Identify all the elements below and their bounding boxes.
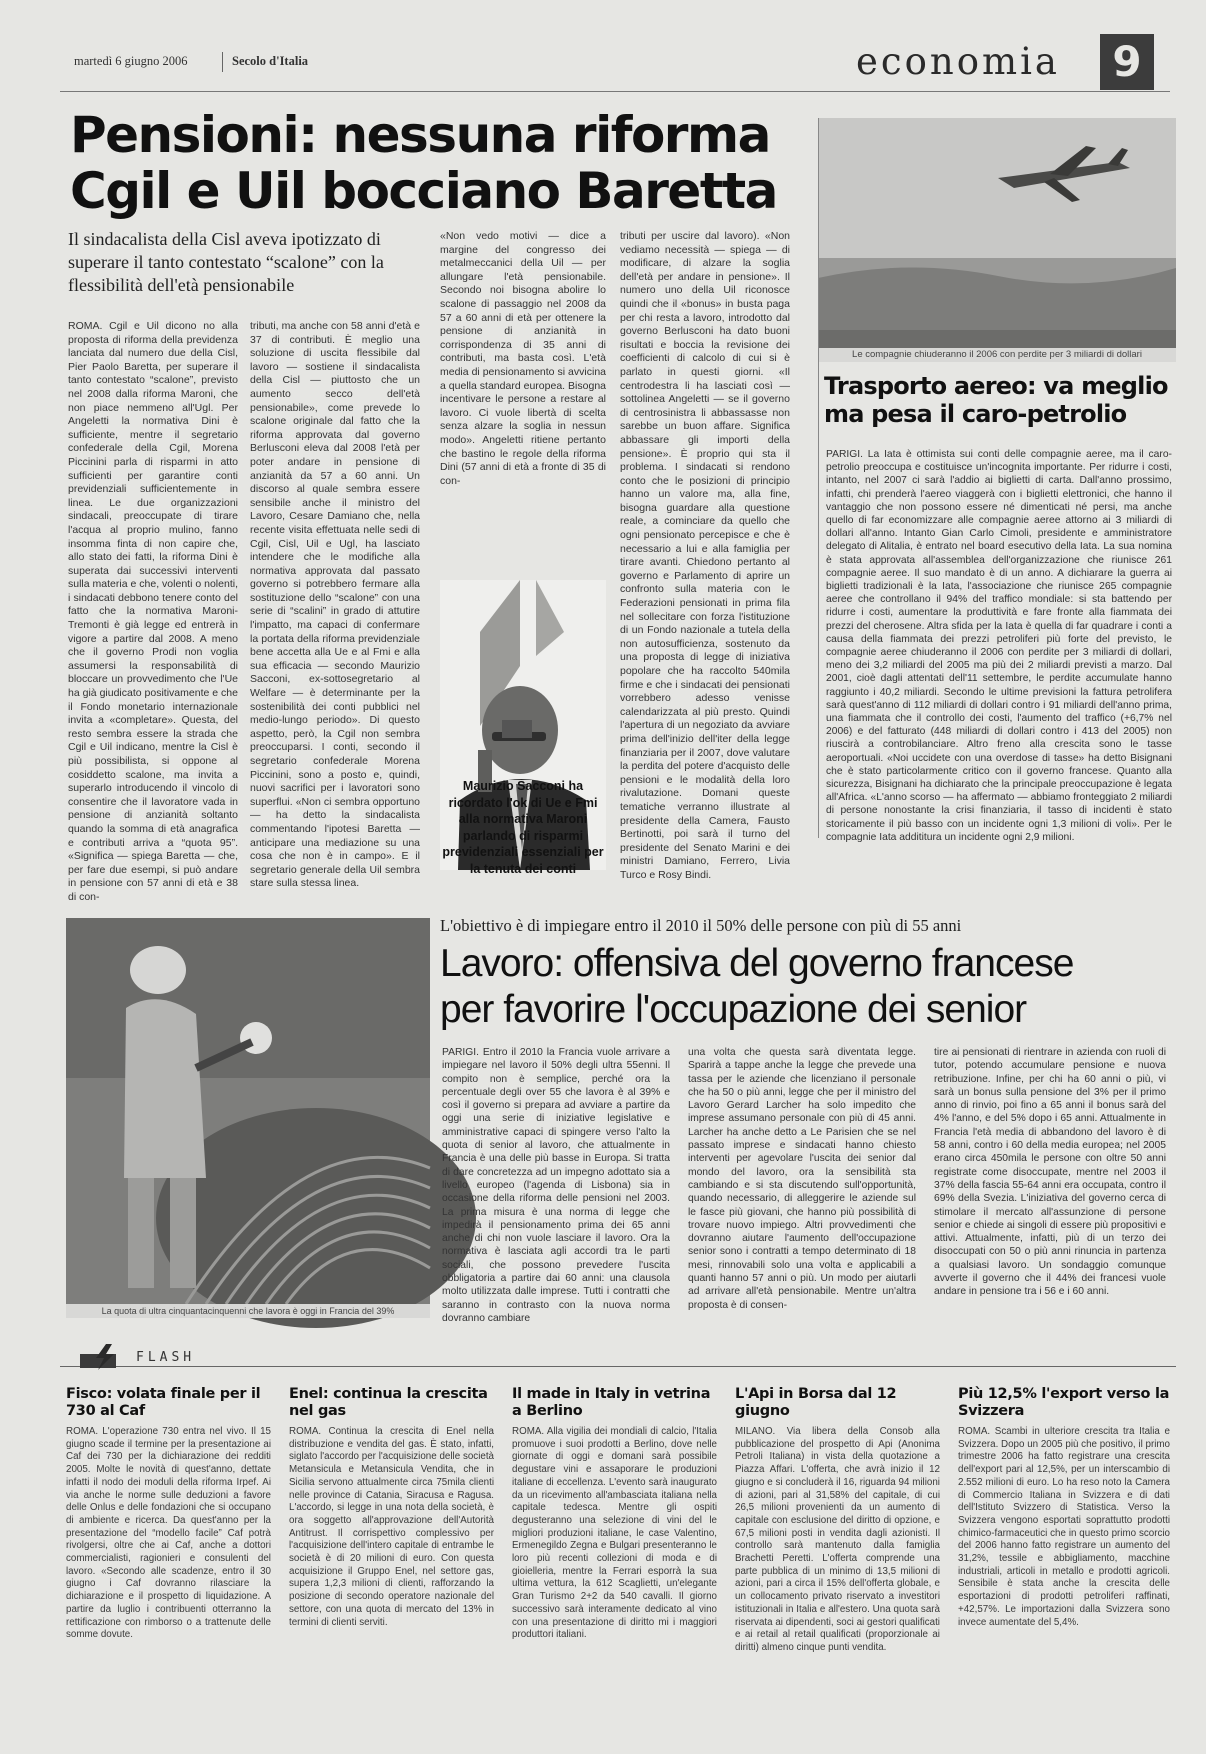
aereo-border (818, 118, 819, 838)
pensioni-col-2: tributi, ma anche con 58 anni d'età e 37 di contributi. È meglio una soluzione di uscita flessibile dal lavoro — sostiene il sindacalista della Cisl — piuttosto che un aumento secco dell'età pensionabile», come prevede lo scalone originale dal fatto che la riforma approvata dal governo Berlusconi eleva dal 2008 l'età per poter andare in pensione di anzianità da 57 a 60 anni. Un discorso al quale sembra essere sensibile anche il ministro del Lavoro, Cesare Damiano che, nella recente visita effettuata nelle sedi di Cgil, Cisl, Uil e Ugl, ha lasciato intendere che le modifiche alla normativa approvata dal passato governo si potrebbero fermare alla sostituzione dello “scalone” con una serie di “scalini” in grado di attutire l'impatto, ma capaci di confermare la portata della riforma previdenziale bene accetta alla Ue e al Fmi e alla sua efficacia — secondo Maurizio Sacconi, ex-sottosegretario al Welfare — è determinante per la sostenibilità dei conti pubblici nel medio-lungo periodo». Di questo aspetto, però, la Cgil non sembra preoccuparsi. I conti, secondo il segretario confederale Morena Piccinini, sono a posto e, quindi, nuovi sacrifici per i lavoratori sono superflui. «Non ci sembra opportuno — ha detto la sindacalista commentando l'ipotesi Baretta — anticipare una mediazione su una cosa che non è in campo». E il segretario generale della Uil sembra stare sulla stessa linea. (250, 320, 420, 890)
flash-item-body: MILANO. Via libera della Consob alla pubblicazione del prospetto di Api (Anonima Petroli Italiana) in vista della quotazione a Piazza Affari. L'offerta, che avrà inizio il 12 giugno e si concluderà il 16, riguarda 94 milioni di azioni, pari al 31,58% del capitale, di cui 26,5 milioni provenienti da un aumento di capitale con esclusione del diritto di opzione, e 67,5 milioni posti in vendita dagli azionisti. Il controllo sarà mantenuto dalla famiglia Brachetti Peretti. L'offerta comprende una parte pubblica di un minimo di 13,5 milioni di azioni, pari a circa il 15% dell'offerta globale, e un collocamento privato riservato a investitori istituzionali in Italia e all'estero. Una quota sarà riservata ai dipendenti, soci ai gestori qualificati e ai retail al retail qualificati (proporzionale ai diritti) almeno cinque punti vendita. (735, 1426, 940, 1653)
pensioni-col-1: ROMA. Cgil e Uil dicono no alla proposta di riforma della previdenza lanciata dal numero due della Cisl, Pier Paolo Baretta, per superare il tanto contestato “scalone”, previsto nel 2008 dalla riforma Maroni, che non piace nemmeno all'Ugl. Per Angeletti la normativa Dini è sufficiente, mentre il segretario confederale della Cgil, Morena Piccinini parla di risparmi in atto sufficienti per garantire conti previdenziali sufficientemente in linea. Le due organizzazioni sindacali, preoccupate di tirare l'acqua al proprio mulino, fanno insomma finta di non capire che, allo stato dei fatti, la riforma Dini è superata dai successivi interventi sulla materia e che, volenti o nolenti, i sindacati debbono tenere conto del fatto che la normativa Maroni-Tremonti è già legge ed entrerà in vigore a partire dal 2008. A meno che il governo Prodi non voglia assumersi la responsabilità di bloccare un provvedimento che l'Ue ha già giudicato positivamente e che il Fondo monetario internazionale invita a «completare». Questa, del resto sembra essere la strada che Cgil e Uil indicano, mentre la Cisl è più possibilista, si oppone al cosiddetto scalone, ma invita a superarlo introducendo il vincolo di consentire che il lavoratore vada in pensione di anzianità soltanto quando la somma di età anagrafica e contributi arriva a “quota 95”. «Significa — spiega Baretta — che, per fare due esempi, si può andare in pensione con 57 anni di età e 38 di con- (68, 320, 238, 903)
pensioni-col-3: «Non vedo motivi — dice a margine del congresso dei metalmeccanici della Uil — per allungare l'età pensionabile. Secondo noi bisogna abolire lo scalone di passaggio nel 2008 da 57 a 60 anni di età per ottenere la pensione di anzianità in corrispondenza di 35 anni di contributi, ma basta così. L'età media di pensionamento si avvicina a quella standard europea. Bisogna incentivare le persone a restare al lavoro. Ci vuole libertà di scelta senza alzare la soglia in nessun modo». Angeletti ritiene pertanto che bastino le regole della riforma Dini (57 anni di età a fronte di 35 di con- (440, 230, 606, 487)
flash-section (60, 1340, 1176, 1740)
sacconi-photo-caption: Maurizio Sacconi ha ricordato l'ok di Ue e Fmi alla normativa Maroni parlando di risparmi previdenziali essenziali per la tenuta dei conti (442, 779, 604, 876)
page-number (1100, 34, 1154, 90)
header-divider (222, 52, 223, 72)
section-title: economia (856, 40, 1060, 83)
header-date: martedì 6 giugno 2006 (74, 54, 188, 68)
flash-item-body: ROMA. Alla vigilia dei mondiali di calcio, l'Italia promuove i suoi prodotti a Berlino, dove nelle giornate di oggi e domani sarà possibile degustare vini e assaporare le produzioni italiane di eccellenza. L'evento sarà inaugurato da un ricevimento all'ambasciata italiana nella capitale tedesca. Mentre gli ospiti degusteranno una selezione di vini del le migliori produzioni italiane, le case Valentino, Ermenegildo Zegna e Bulgari presenteranno le loro più recenti collezioni di moda e di gioielleria, mentre la Ferrari esporrà la sua ultima vettura, la 612 Scaglietti, un'elegante Gran Turismo 2+2 da 540 cavalli. Il giorno successivo sarà interamente dedicato al vino con una presentazione di diritto mi i maggiori produttori italiani. (512, 1426, 717, 1641)
flash-lightning-icon (80, 1344, 128, 1370)
flash-logo (80, 1344, 196, 1370)
lavoro-headline-2: per favorire l'occupazione dei senior (440, 988, 1027, 1031)
lavoro-col-2: una volta che questa sarà diventata legge. Sparirà a tappe anche la legge che prevede una tassa per le aziende che licenziano il personale che ha 50 o più anni, legge che per il ministro del Lavoro Gerard Larcher ha solo impedito che imprese assumano personale con più di 45 anni. Larcher ha anche detto a Le Parisien che se nel passato imprese e sindacati hanno chiesto interventi per agevolare l'uscita dei senior dal mondo del lavoro, ora la sensibilità sta cambiando e si sta discutendo sull'opportunità, quando necessario, di alleggerire le aziende sul le fasce più giovani, che hanno più possibilità di trovare nuovo impiego. Altri provvedimenti che dovranno aiutare l'aumento dell'occupazione senior sono i contratti a tempo determinato di 18 mesi, rinnovabili solo una volta e applicabili a quanti hanno 57 anni o più. Un modo per aiutarli ad arrivare all'età pensionabile. Mentre un'altra proposta è di consen- (688, 1047, 916, 1311)
flash-label: FLASH (136, 1350, 196, 1365)
flash-item-body: ROMA. Scambi in ulteriore crescita tra Italia e Svizzera. Dopo un 2005 più che positivo, il primo trimestre 2006 ha fatto registrare una crescita dell'export pari al 12,5%, per un interscambio di 2.552 milioni di euro. Lo ha reso noto la Camera di Commercio Italiana in Svizzera e di dati dell'Istituto Svizzero di Statistica. Verso la Svizzera vengono esportati soprattutto prodotti chimico-farmaceutici che in questo primo scorcio del 2006 hanno fatto registrare un aumento del 31,2%, tessile e abbigliamento, macchine industriali, articoli in metallo e prodotti agricoli. Sensibile è stata anche la crescita delle esportazioni di prodotti petroliferi raffinati, +42,57%. Le importazioni dalla Svizzera sono invece aumentate del 5,4%. (958, 1426, 1170, 1628)
aereo-headline: Trasporto aereo: va meglio ma pesa il caro-petrolio (824, 372, 1168, 428)
lavoro-col-1: PARIGI. Entro il 2010 la Francia vuole arrivare a impiegare nel lavoro il 50% degli ultra 55enni. Il compito non è semplice, perché ora la percentuale degli over 55 che lavora è al 39% e così il governo si prepara ad avviare a partire da oggi una serie di iniziative legislative e amministrative capaci di spingere verso l'alto la quota di senior al lavoro, che attualmente in Francia è una delle più basse in Europa. Si tratta di dare concretezza ad un impegno adottato sia a livello europeo (l'agenda di Lisbona) sia in occasione della riforma delle pensioni nel 2003. La prima misura è una norma di legge che impedirà il pensionamento prima dei 65 anni anche di chi non vuole lasciare il lavoro. Ora la normativa è lasciata agli accordi tra le parti sociali, che possono prevedere l'uscita obbligatoria a partire dai 60 anni: una clausola molto utilizzata dalle imprese. Tutti i contratti che saranno in contrasto con la nuova norma dovranno cambiare (442, 1047, 670, 1324)
airplane-photo-caption: Le compagnie chiuderanno il 2006 con perdite per 3 miliardi di dollari (818, 348, 1176, 362)
flash-rule (60, 1366, 1176, 1367)
worker-photo (66, 918, 430, 1304)
lavoro-kicker: L'obiettivo è di impiegare entro il 2010 il 50% delle persone con più di 55 anni (440, 916, 962, 935)
flash-item-title: L'Api in Borsa dal 12 giugno (735, 1386, 897, 1419)
airplane-image (818, 118, 1176, 348)
page-number-text: 9 (1112, 37, 1142, 86)
flash-item (512, 1386, 717, 1736)
pensioni-col-4: tributi per uscire dal lavoro). «Non vediamo necessità — spiega — di modificare, di alzare la soglia dell'età per andare in pensione». Il numero uno della Uil riconosce quindi che il «bonus» in busta paga per chi resta a lavoro, introdotto dal governo Berlusconi ha dato buoni risultati e boccia la revisione dei coefficienti di calcolo di cui si è parlato in questi giorni. «Il centrodestra li ha lasciati così — sottolinea Angeletti — se il governo di centrosinistra li abbassasse non sarebbe un buon affare. Significa abbassare gli importi della pensione». È proprio qui sta il problema. I sindacati si rendono conto che le posizioni di principio hanno un valore ma, alla fine, bisogna guardare alla questione reale, a cominciare da quello che ogni pensionato percepisce e che è necessario a lui e alla famiglia per tirare avanti. Chiedono pertanto al governo e Parlamento di aprire un confronto sulla materia con le Federazioni pensionati in prima fila nel sollecitare con forza l'istituzione di un Fondo nazionale a tutela della non autosufficienza, sostenuto da una proposta di legge di iniziativa popolare che ha raccolto 540mila firme e che i sindacati dei pensionati vorrebbero adesso venisse calendarizzata al più presto. Quindi l'apertura di un negoziato da avviare prima dell'inizio dell'iter della legge finanziaria per il 2007, dove valutare la perdita del potere d'acquisto delle pensioni e le modalità della loro rivalutazione. Domani queste tematiche verranno illustrate al presidente della Camera, Fausto Bertinotti, poi sarà il turno del presidente del Senato Marini e dei ministri Damiano, Ferrero, Livia Turco e Rosy Bindi. (620, 230, 790, 881)
worker-photo-caption: La quota di ultra cinquantacinquenni che lavora è oggi in Francia del 39% (66, 1304, 430, 1318)
flash-item-title: Fisco: volata finale per il 730 al Caf (66, 1386, 261, 1419)
airplane-photo (818, 118, 1176, 348)
header-paper-name: Secolo d'Italia (232, 54, 309, 68)
lavoro-headline-1: Lavoro: offensiva del governo francese (440, 942, 1074, 985)
flash-item-body: ROMA. Continua la crescita di Enel nella distribuzione e vendita del gas. È stato, infatti, siglato l'accordo per l'acquisizione delle società Metansicula e Metansicula Vendita, che in Sicilia servono attualmente circa 75mila clienti nelle province di Catania, Siracusa e Ragusa. L'accordo, si legge in una nota della società, è ora soggetto all'approvazione dell'Autorità Antitrust. Il corrispettivo complessivo per l'acquisizione dell'intero capitale di entrambe le società è di 20 milioni di euro. Con questa acquisizione il Gruppo Enel, nel settore gas, supera 1,2,3 milioni di clienti, rafforzando la posizione di secondo operatore nazionale del settore, con una quota di mercato del 13% in termini di clienti serviti. (289, 1426, 494, 1628)
pensioni-headline-2: Cgil e Uil bocciano Baretta (70, 162, 777, 220)
flash-item-body: ROMA. L'operazione 730 entra nel vivo. Il 15 giugno scade il termine per la presentazione ai Caf dei 730 per la dichiarazione dei redditi 2005. Molte le novità di quest'anno, dettate infatti il nodo dei moduli della riforma Irpef. Ai via anche le norme sulle deduzioni a favore delle Onlus e delle fondazioni che si occupano di ambiente e ricerca. Da quest'anno per la presentazione del “modello facile” Caf potrà rivolgersi, oltre che ai Caf, anche a dottori commercialisti, ragionieri e consulenti del lavoro. «Secondo alle scadenze, entro il 30 giugno i Caf dovranno rilasciare la dichiarazione e il prospetto di liquidazione. A partire da luglio i contribuenti otterranno la rettificazione con rimborso o a trattenute delle somme dovute. (66, 1426, 271, 1641)
pensioni-summary: Il sindacalista della Cisl aveva ipotizzato di superare il tanto contestato “scalone” con la flessibilità dell'età pensionabile (68, 229, 384, 295)
pensioni-article (60, 100, 810, 903)
aereo-body: PARIGI. La Iata è ottimista sui conti delle compagnie aeree, ma il caro-petrolio preoccupa e costituisce un'incognita importante. Per ridurre i costi, intanto, nel 2007 ci sarà l'addio ai biglietti di carta. Dall'anno prossimo, infatti, chi prenderà l'aereo viaggerà con i biglietti elettronici, che hanno il vantaggio che non possono essere né dimenticati né persi, ma anche quello di far economizzare alle compagnie aeree attorno ai 3 miliardi di dollari all'anno. Intanto Gian Carlo Cimoli, presidente e amministratore delegato di Alitalia, è entrato nel board esecutivo della Iata. La sua nomina è stata approvata all'assemblea dell'organizzazione che riunisce 261 compagnie aeree. Il suo mandato è di un anno. A dichiarare la guerra ai biglietti tradizionali è la Iata, l'associazione che riunisce 265 compagnie aeree che controllano il 94% del traffico mondiale: si sta battendo per ridurre i costi, aumentare la produttività e fare fronte alla fiammata dei prezzi del cherosene. Altra sfida per la Iata è quella di far quadrare i conti a causa della fiammata dei prezzi petroliferi più forte del previsto, le compagnie aeree chiuderanno il 2006 con perdite per 3 miliardi di dollari, meno dei 3,2 miliardi del 2005 ma più dei 2 miliardi previsti a marzo. Dal 2001, cioè dagli attentati dell'11 settembre, le perdite accumulate hanno raggiunto i 40,2 miliardi. Secondo le ultime previsioni la fattura petrolifera sarà quest'anno di 112 miliardi di dollari contro i 91 miliardi dell'anno prima, una fiammata che il controllo dei costi, l'aumento del traffico (+6,7% nel 2006) e del fatturato (448 miliardi di dollari contro i 413 del 2005) non riuscirà a controbilanciare. Altro freno alla crescita sono le tasse aeroportuali. «Noi uccidete con una overdose di tasse» ha detto Bisignani che è stato particolarmente critico con il governo francese. Quanto alla sicurezza, Bisignani ha dichiarato che la principale preoccupazione è legata all'Africa. «L'anno scorso — ha affermato — abbiamo fronteggiato 2 miliardi di persone nonostante la crisi finanziaria, il tasso di incidenti è stato storicamente il più basso con un incidente ogni 1,3 milioni di voli». Per le compagnie Iata addititura un incidente ogni 2,9 milioni. (826, 449, 1172, 843)
flash-item-title: Il made in Italy in vetrina a Berlino (512, 1386, 711, 1419)
flash-item-title: Enel: continua la crescita nel gas (289, 1386, 488, 1419)
flash-item (958, 1386, 1170, 1736)
aereo-article (818, 118, 1176, 843)
lavoro-col-3: tire ai pensionati di rientrare in azienda con ruoli di tutor, potendo accumulare pensione e nuova retribuzione. Infine, per chi ha 60 anni o più, vi sarà un bonus sulla pensione del 3% per il primo anno di rinvio, poi fino a 65 anni il bonus sarà del 4% l'anno, e del 5% dopo i 65 anni. Attualmente in Francia l'età media di abbandono del lavoro è di 58 anni, contro i 60 della media europea; nel 2005 erano circa 450mila le persone con oltre 50 anni registrate come disoccupate, mentre nel 2003 il 37% della fascia 55-64 anni era occupata, contro il 69% della Svezia. L'iniziativa del governo cerca di stimolare il mercato all'assunzione di persone senior e chiede ai singoli di essere più propositivi e attivi. Attualmente, infatti, più di un terzo dei disoccupati con 50 o più anni rinuncia in partenza a qualsiasi lavoro. Un sondaggio comunque avverte il governo che il 44% dei francesi vuole andare in pensione tra i 56 e i 60 anni. (934, 1047, 1166, 1298)
lavoro-article (60, 912, 1176, 1332)
pensioni-headline-1: Pensioni: nessuna riforma (70, 106, 770, 164)
worker-image (66, 918, 430, 1304)
page-header (60, 37, 1170, 90)
header-rule (60, 91, 1170, 92)
flash-item (66, 1386, 271, 1736)
flash-item (289, 1386, 494, 1736)
flash-item-title: Più 12,5% l'export verso la Svizzera (958, 1386, 1170, 1419)
flash-item (735, 1386, 940, 1736)
